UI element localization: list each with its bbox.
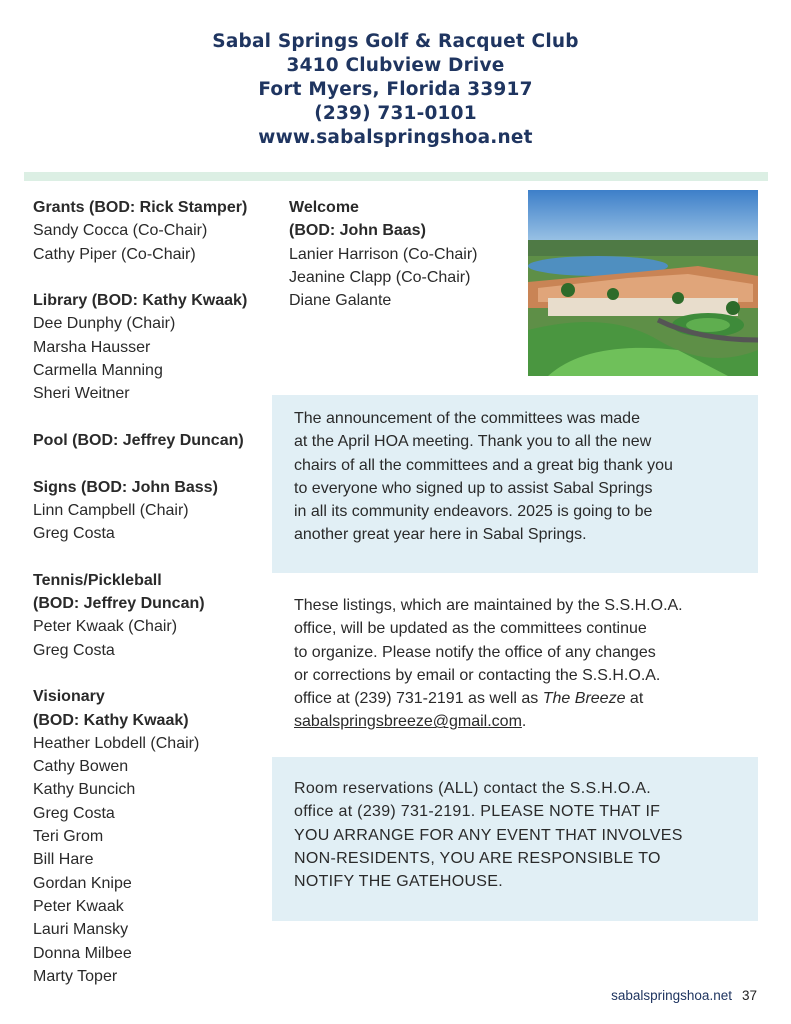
announcement-line: chairs of all the committees and a great big thank you [294, 456, 673, 474]
reservations-line: NON-RESIDENTS, YOU ARE RESPONSIBLE TO [294, 849, 661, 867]
email-line [294, 710, 754, 733]
committee-heading: Visionary [33, 688, 105, 706]
committee-member: Teri Grom [33, 828, 104, 846]
committee-heading-bod: (BOD: Jeffrey Duncan) [33, 595, 205, 613]
reservations-line: office at (239) 731-2191. PLEASE NOTE THAT IF [294, 803, 661, 821]
committee-member: Jeanine Clapp (Co-Chair) [289, 268, 471, 286]
listings-line: office, will be updated as the committees continue [294, 620, 647, 638]
listings-line-last [294, 687, 754, 710]
footer-website[interactable]: sabalspringshoa.net [611, 988, 732, 1003]
announcement-line: The announcement of the committees was made [294, 410, 640, 427]
email-period: . [521, 713, 527, 731]
committee-member: Kathy Buncich [33, 781, 136, 799]
committee-member: Cathy Bowen [33, 758, 129, 776]
committee-member: Gordan Knipe [33, 874, 132, 892]
committee-member: Heather Lobdell (Chair) [33, 734, 200, 752]
committee-member: Bill Hare [33, 851, 94, 869]
committee-tennis-pickleball [33, 569, 273, 662]
committee-member: Peter Kwaak (Chair) [33, 618, 178, 636]
committee-grants [33, 196, 273, 266]
committee-visionary [33, 685, 273, 988]
committee-welcome [289, 196, 519, 312]
announcement-line: another great year here in Sabal Springs. [294, 526, 587, 544]
committee-member: Diane Galante [289, 292, 392, 310]
listings-line: to organize. Please notify the office of any changes [294, 643, 656, 661]
listings-text: office at (239) 731-2191 as well as [294, 690, 543, 708]
announcement-box [272, 395, 758, 573]
committee-library [33, 289, 273, 405]
header-divider [24, 172, 768, 181]
reservations-line: YOU ARRANGE FOR ANY EVENT THAT INVOLVES [294, 826, 683, 844]
committee-heading: Library (BOD: Kathy Kwaak) [33, 292, 248, 310]
committee-heading-bod: (BOD: John Baas) [289, 222, 426, 240]
committee-member: Marty Toper [33, 967, 118, 985]
committee-member: Lanier Harrison (Co-Chair) [289, 245, 478, 263]
committee-member: Linn Campbell (Chair) [33, 501, 189, 519]
committee-signs [33, 476, 273, 546]
club-header [0, 30, 791, 150]
announcement-line: at the April HOA meeting. Thank you to all the new [294, 433, 652, 451]
committee-heading: Signs (BOD: John Bass) [33, 478, 218, 496]
committee-heading: Tennis/Pickleball [33, 571, 162, 589]
committee-pool [33, 429, 273, 452]
announcement-line: to everyone who signed up to assist Sabal Springs [294, 479, 653, 497]
committee-member: Greg Costa [33, 804, 115, 822]
club-website[interactable]: www.sabalspringshoa.net [258, 127, 533, 148]
committee-member: Greg Costa [33, 641, 115, 659]
committee-list-left [33, 196, 273, 988]
committee-heading: Grants (BOD: Rick Stamper) [33, 199, 248, 216]
reservations-line: Room reservations (ALL) contact the S.S.H.O.A. [294, 780, 652, 797]
committee-member: Greg Costa [33, 525, 115, 543]
committee-member: Peter Kwaak [33, 897, 124, 915]
listings-text: at [625, 690, 644, 708]
committee-member: Carmella Manning [33, 362, 163, 380]
committee-member: Sandy Cocca (Co-Chair) [33, 222, 208, 240]
reservations-line: NOTIFY THE GATEHOUSE. [294, 873, 503, 891]
committee-member: Marsha Hausser [33, 338, 151, 356]
listings-notice [294, 594, 754, 734]
club-name: Sabal Springs Golf & Racquet Club [212, 31, 579, 52]
committee-member: Dee Dunphy (Chair) [33, 315, 176, 333]
page-footer [611, 988, 757, 1003]
breeze-email-link[interactable]: sabalspringsbreeze@gmail.com [294, 713, 522, 731]
club-phone: (239) 731-0101 [314, 103, 477, 124]
listings-line: These listings, which are maintained by the S.S.H.O.A. [294, 597, 683, 614]
club-city: Fort Myers, Florida 33917 [258, 79, 533, 100]
committee-heading: Welcome [289, 199, 359, 216]
committee-heading: Pool (BOD: Jeffrey Duncan) [33, 431, 244, 449]
committee-member: Donna Milbee [33, 944, 132, 962]
breeze-title: The Breeze [542, 690, 626, 708]
clubhouse-aerial-photo [528, 190, 758, 376]
club-address: 3410 Clubview Drive [286, 55, 505, 76]
committee-member: Sheri Weitner [33, 385, 130, 403]
committee-heading-bod: (BOD: Kathy Kwaak) [33, 711, 189, 729]
reservations-box [272, 757, 758, 921]
listings-line: or corrections by email or contacting the S.S.H.O.A. [294, 666, 661, 684]
page-number: 37 [741, 988, 757, 1003]
announcement-line: in all its community endeavors. 2025 is going to be [294, 503, 653, 521]
committee-member: Lauri Mansky [33, 921, 129, 939]
committee-member: Cathy Piper (Co-Chair) [33, 245, 196, 263]
